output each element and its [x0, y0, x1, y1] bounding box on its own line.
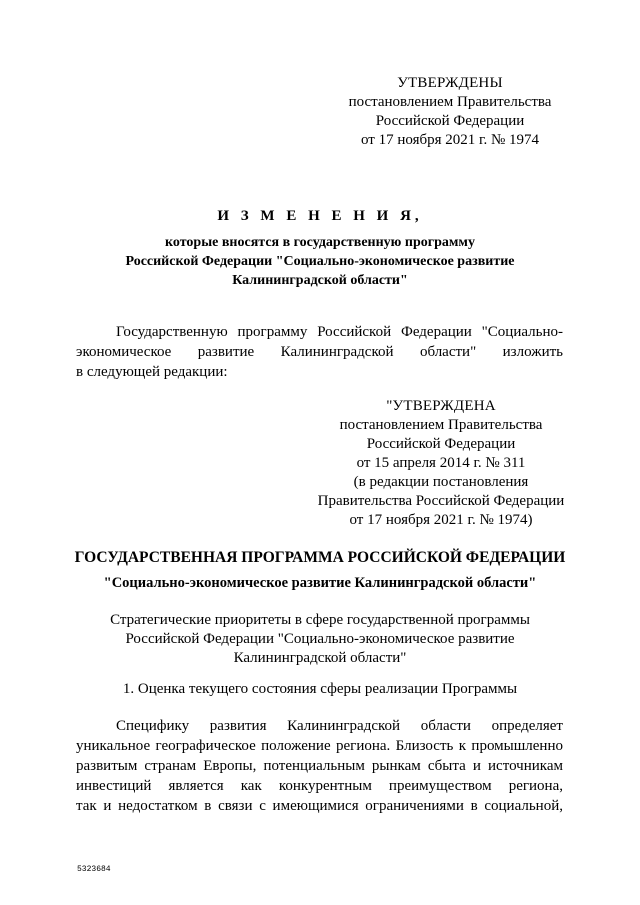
paragraph-line: развитым странам Европы, потенциальным рынкам сбыта и источникам: [76, 758, 563, 774]
document-code: 5323684: [77, 865, 111, 874]
paragraph-line: Государственную программу Российской Федерации "Социально-: [116, 324, 563, 340]
priorities-heading: [60, 611, 580, 668]
approval-line: (в редакции постановления: [353, 474, 529, 490]
changes-subtitle-line: которые вносятся в государственную программу: [165, 235, 475, 250]
section-heading: 1. Оценка текущего состояния сферы реализации Программы: [122, 681, 518, 697]
approval-title: УТВЕРЖДЕНЫ: [397, 75, 503, 91]
intro-paragraph: [76, 322, 563, 382]
approval-block-top: [330, 74, 570, 150]
changes-subtitle-line: Калининградской области": [232, 273, 408, 288]
approval-line: от 17 ноября 2021 г. № 1974): [349, 512, 533, 528]
changes-subtitle: [60, 233, 580, 290]
approval-line: Правительства Российской Федерации: [317, 493, 565, 509]
changes-title: И З М Е Н Е Н И Я,: [217, 208, 423, 224]
paragraph-line: экономическое развитие Калининградской области" изложить: [76, 344, 563, 360]
paragraph-line: так и недостатком в связи с имеющимися ограничениями в социальной,: [76, 798, 563, 814]
paragraph-line: инвестиций является как конкурентным преимуществом региона,: [76, 778, 563, 794]
section1-paragraph: [76, 716, 563, 816]
approval-line: от 15 апреля 2014 г. № 311: [356, 455, 526, 471]
changes-subtitle-line: Российской Федерации "Социально-экономическое развитие: [125, 254, 515, 269]
approval-line: от 17 ноября 2021 г. № 1974: [360, 132, 540, 148]
priorities-line: Калининградской области": [233, 650, 407, 666]
approval-line: Российской Федерации: [375, 113, 525, 129]
program-subtitle: "Социально-экономическое развитие Калининградской области": [103, 575, 537, 591]
approval-line: Российской Федерации: [366, 436, 516, 452]
approval-title: "УТВЕРЖДЕНА: [386, 398, 496, 414]
paragraph-line: в следующей редакции:: [76, 364, 228, 380]
priorities-line: Российской Федерации "Социально-экономическое развитие: [125, 631, 515, 647]
priorities-line: Стратегические приоритеты в сфере государственной программы: [110, 612, 530, 628]
approval-block-program: [316, 397, 566, 530]
paragraph-line: Специфику развития Калининградской области определяет: [116, 718, 563, 734]
approval-line: постановлением Правительства: [339, 417, 543, 433]
approval-line: постановлением Правительства: [348, 94, 552, 110]
paragraph-line: уникальное географическое положение региона. Близость к промышленно: [76, 738, 563, 754]
program-title: ГОСУДАРСТВЕННАЯ ПРОГРАММА РОССИЙСКОЙ ФЕДЕРАЦИИ: [74, 549, 566, 566]
